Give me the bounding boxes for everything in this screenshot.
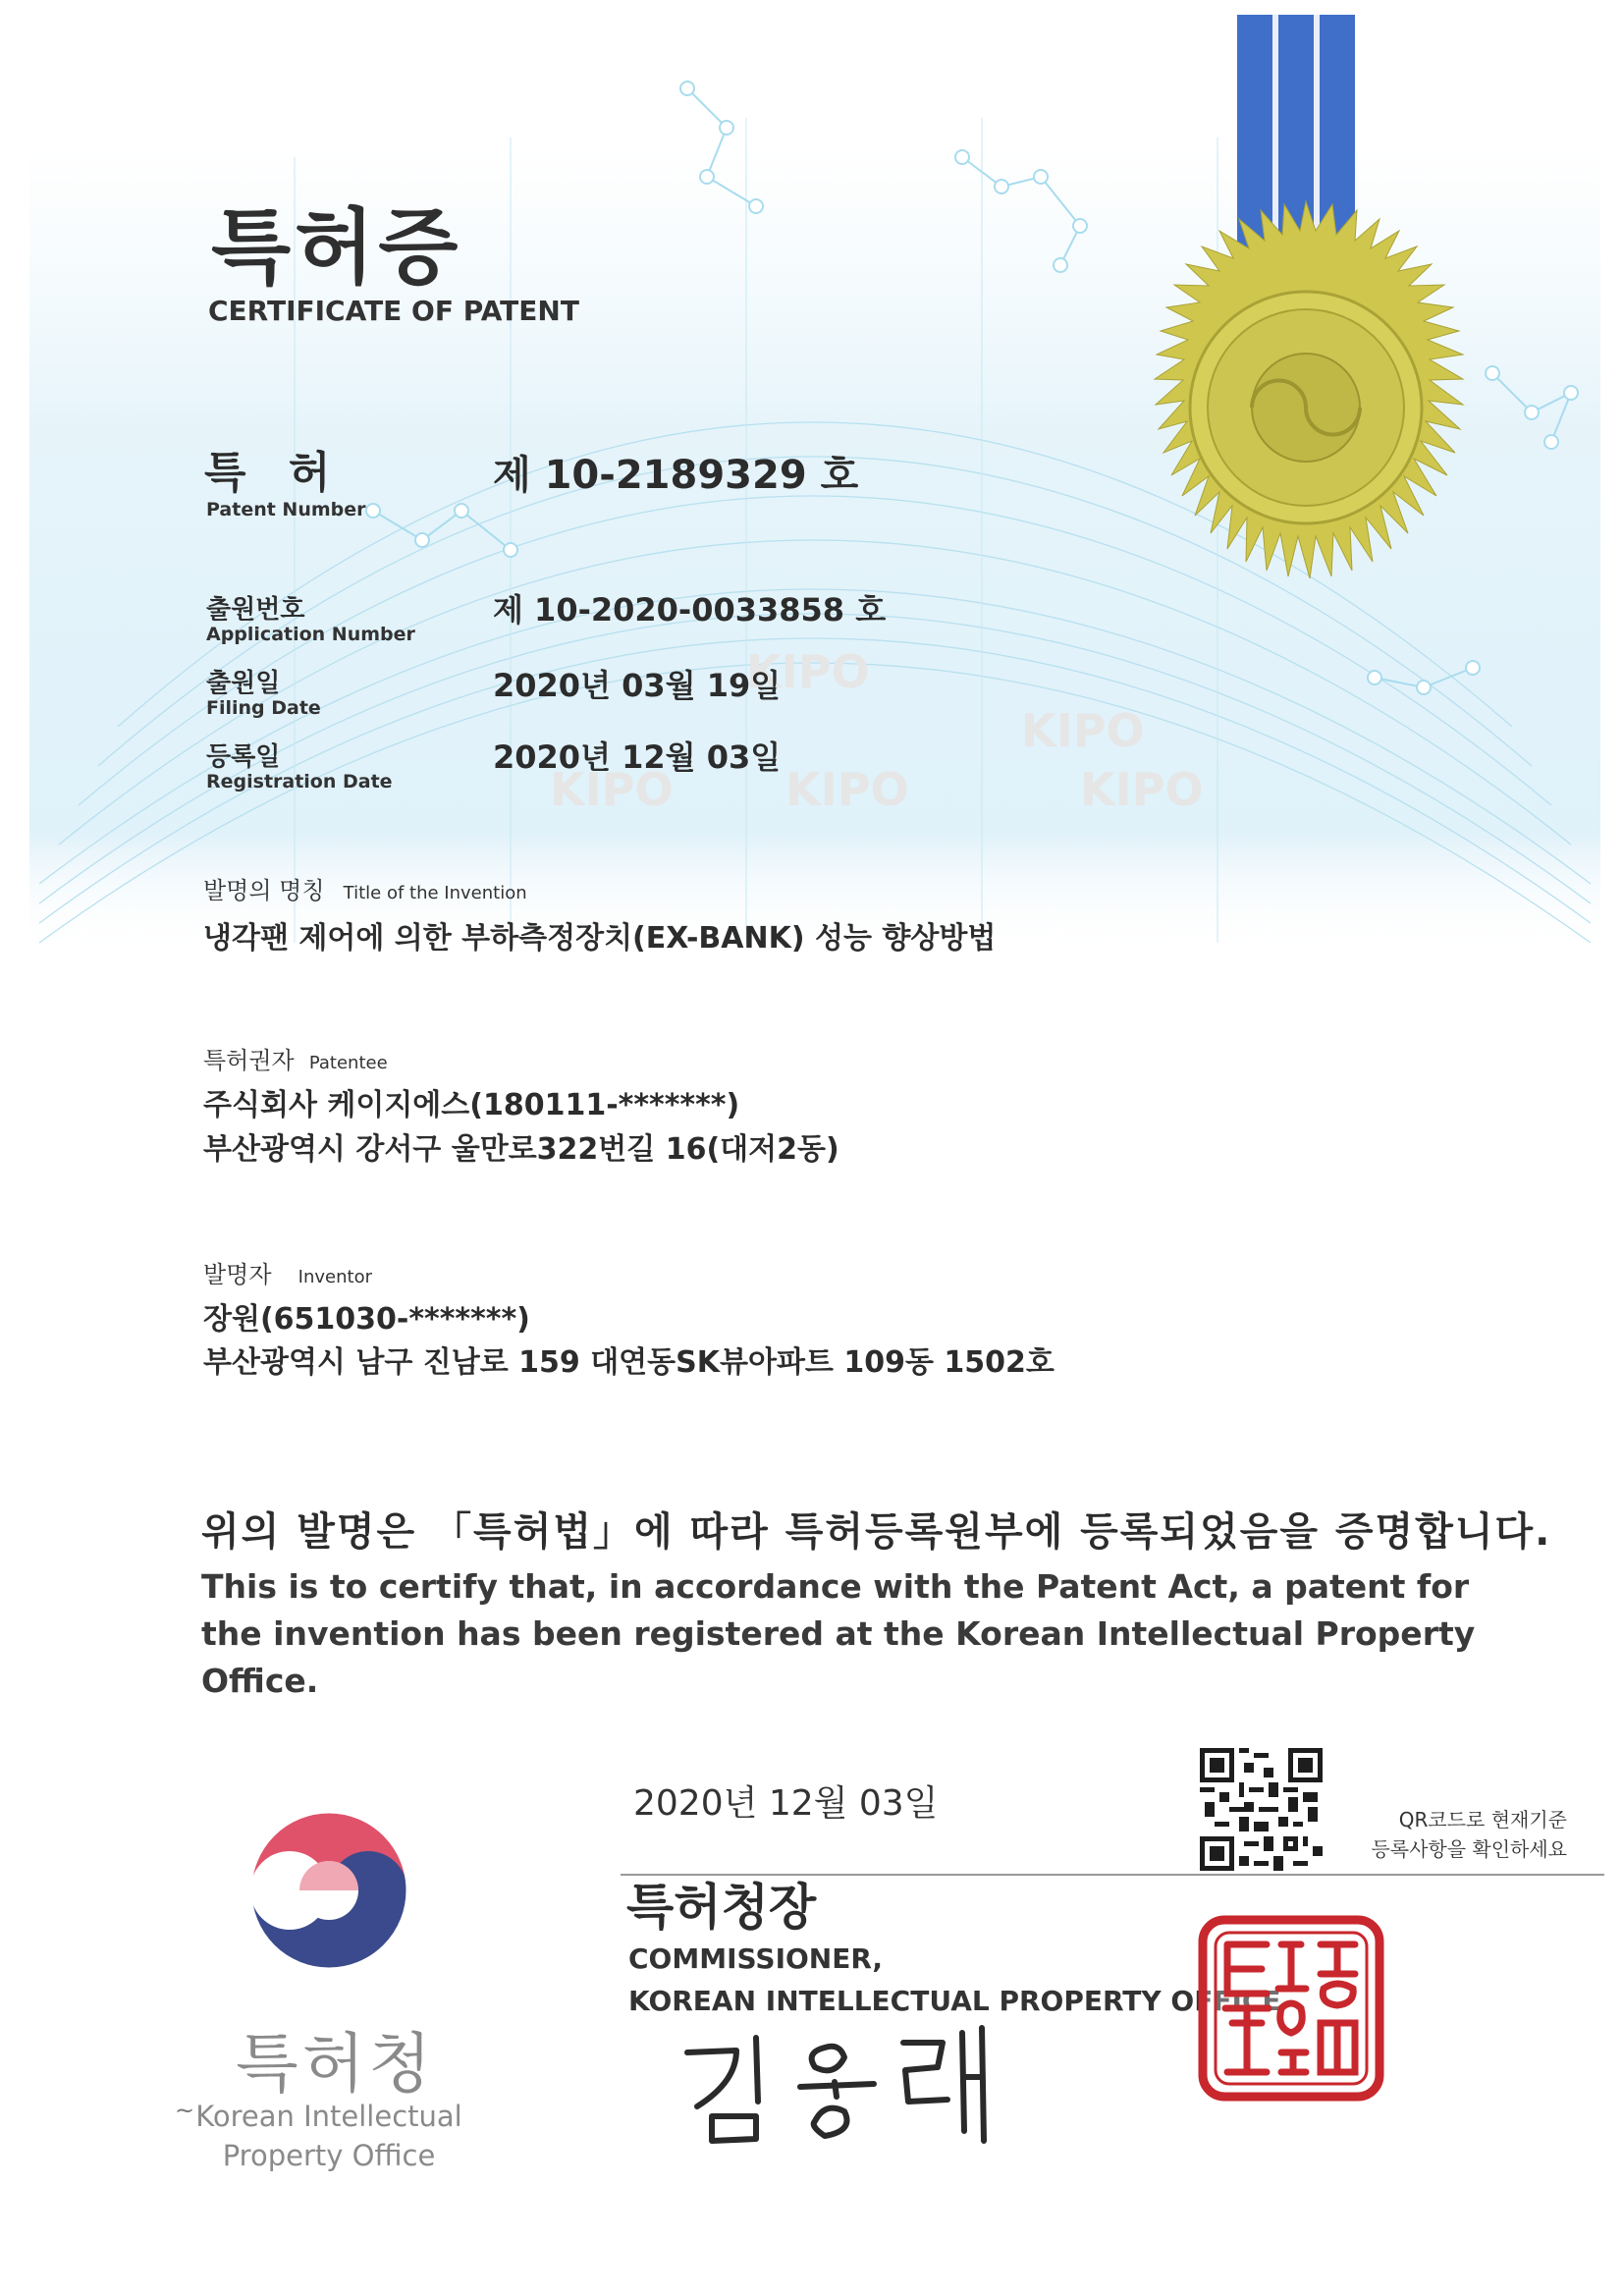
patent-label-en: Patent Number [206,499,366,520]
red-seal-icon [1198,1915,1384,2102]
application-label-ko: 출원번호 [206,595,305,625]
commissioner-title-en-line2: KOREAN INTELLECTUAL PROPERTY OFFICE [628,1985,1281,2017]
patent-label-ko: 특 허 [204,448,345,498]
signature [677,2023,1031,2151]
invention-label [203,871,527,905]
filing-label-en: Filing Date [206,697,321,719]
inventor-label-en: Inventor [298,1267,372,1287]
filing-label-ko: 출원일 [206,669,281,698]
inventor-label [203,1255,372,1289]
certificate-title-en: CERTIFICATE OF PATENT [208,295,579,327]
office-name-en-line1: Korean Intellectual [195,2100,462,2133]
watermark-text: KIPO [785,763,909,816]
patentee-address: 부산광역시 강서구 울만로322번길 16(대저2동) [203,1132,839,1167]
decorative-dash: ~ [175,2097,195,2124]
application-number: 제 10-2020-0033858 호 [493,591,887,629]
taegeuk-logo-icon [231,1792,427,1989]
inventor-name: 장원(651030-*******) [203,1302,530,1337]
registration-label-ko: 등록일 [206,742,281,772]
office-name-en [157,2097,501,2175]
invention-title: 냉각팬 제어에 의한 부하측정장치(EX-BANK) 성능 향상방법 [203,921,997,956]
invention-label-en: Title of the Invention [343,883,527,903]
registration-date: 2020년 12월 03일 [493,738,782,776]
certification-statement-en: This is to certify that, in accordance with the Patent Act, a patent for the invention has been registered at the Korean Intellectual Property Office. [201,1567,1476,1700]
invention-label-ko: 발명의 명칭 [203,877,325,904]
patentee-label [203,1041,388,1075]
registration-label-en: Registration Date [206,771,393,793]
qr-note-line2: 등록사항을 확인하세요 [1371,1837,1567,1861]
qr-note [1335,1805,1567,1864]
watermark-text: KIPO [550,763,674,816]
watermark-text: KIPO [1080,763,1204,816]
commissioner-title-en-line1: COMMISSIONER, [628,1942,884,1975]
watermark-text: KIPO [1021,704,1145,757]
inventor-label-ko: 발명자 [203,1261,272,1288]
filing-date: 2020년 03월 19일 [493,667,782,704]
inventor-address: 부산광역시 남구 진남로 159 대연동SK뷰아파트 109동 1502호 [203,1345,1055,1380]
patentee-label-en: Patentee [308,1053,388,1073]
watermark-text: KIPO [746,645,870,698]
certificate-title-ko: 특허증 [211,199,462,296]
patent-number: 제 10-2189329 호 [493,453,859,498]
qr-note-line1: QR코드로 현재기준 [1398,1808,1567,1831]
commissioner-title-ko: 특허청장 [626,1879,817,1936]
gold-medal-icon [1100,15,1532,643]
issue-date: 2020년 12월 03일 [633,1783,939,1824]
commissioner-title-en [628,1938,1281,2022]
qr-code-icon [1200,1748,1323,1871]
certification-statement-ko: 위의 발명은 「특허법」에 따라 특허등록원부에 등록되었음을 증명합니다. [201,1509,1552,1555]
office-name-ko: 특허청 [236,2026,436,2102]
office-name-en-line2: Property Office [222,2139,436,2172]
patentee-label-ko: 특허권자 [203,1047,295,1074]
application-label-en: Application Number [206,624,415,645]
patentee-name: 주식회사 케이지에스(180111-*******) [203,1088,740,1122]
